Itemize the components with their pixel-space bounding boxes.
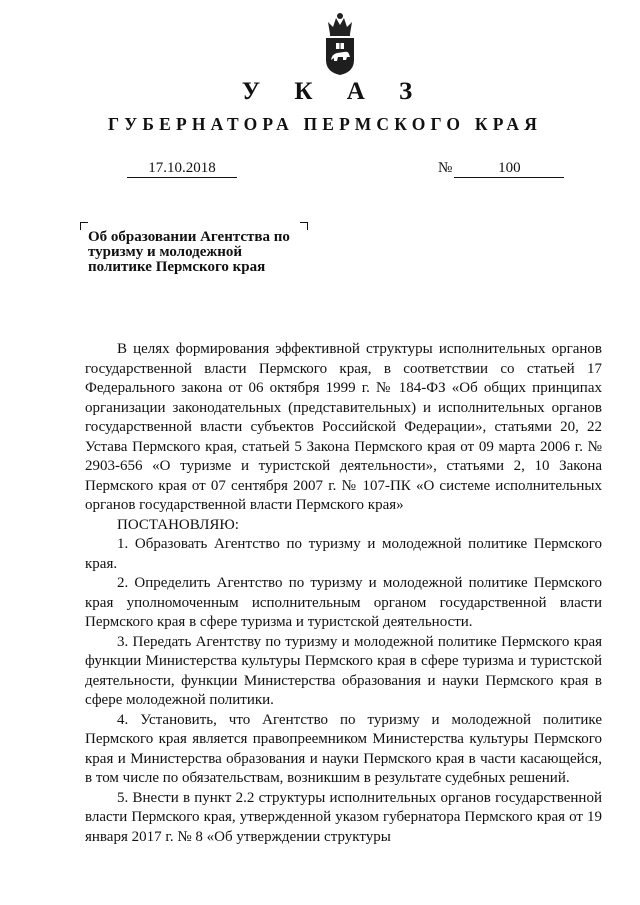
document-title: У К А З bbox=[241, 78, 427, 105]
document-issuer: ГУБЕРНАТОРА ПЕРМСКОГО КРАЯ bbox=[107, 114, 543, 134]
document-body bbox=[85, 340, 602, 847]
document-number: 100 bbox=[454, 160, 564, 178]
list-item: 3. Передать Агентству по туризму и молодежной политике Пермского края функции Министерства культуры Пермского края в сфере туризма и туристской деятельности, функции Министерства образования и науки Пермского края в сфере молодежной политики. bbox=[85, 633, 602, 708]
list-item: 5. Внести в пункт 2.2 структуры исполнительных органов государственной власти Пермского края, утвержденной указом губернатора Пермского края от 19 января 2017 г. № 8 «Об утверждении структуры bbox=[85, 789, 602, 845]
number-label: № bbox=[438, 160, 453, 176]
preamble-paragraph: В целях формирования эффективной структуры исполнительных органов государственной власти Пермского края, в соответствии со статьей 17 Федерального закона от 06 октября 1999 г. № 184-ФЗ «Об общих принципах организации законодательных (представительных) и исполнительных органов государственной власти субъектов Российской Федерации», статьями 20, 22 Устава Пермского края, статьей 5 Закона Пермского края от 09 марта 2006 г. № 2903-656 «О туризме и туристской деятельности», статьями 2, 10 Закона Пермского края от 07 сентября 2007 г. № 107-ПК «О системе исполнительных органов государственной власти Пермского края» bbox=[85, 341, 602, 513]
subject-bracket-left bbox=[80, 222, 88, 230]
document-subject: Об образовании Агентства по туризму и молодежной политике Пермского края bbox=[88, 229, 290, 275]
document-number-row bbox=[438, 160, 564, 178]
document-date: 17.10.2018 bbox=[127, 160, 237, 178]
list-item: 2. Определить Агентство по туризму и молодежной политике Пермского края уполномоченным исполнительным органом государственной власти Пермского края в сфере туризма и туристской деятельности. bbox=[85, 575, 602, 630]
perm-coat-of-arms-icon bbox=[322, 10, 358, 76]
list-item: 4. Установить, что Агентство по туризму и молодежной политике Пермского края является правопреемником Министерства культуры Пермского края и Министерства образования и науки Пермского края в части касающейся, в том числе по обязательствам, возникшим в результате судебных решений. bbox=[85, 711, 602, 786]
list-item: 1. Образовать Агентство по туризму и молодежной политике Пермского края. bbox=[85, 536, 602, 572]
subject-bracket-right bbox=[300, 222, 308, 230]
decree-heading: ПОСТАНОВЛЯЮ: bbox=[117, 516, 239, 533]
